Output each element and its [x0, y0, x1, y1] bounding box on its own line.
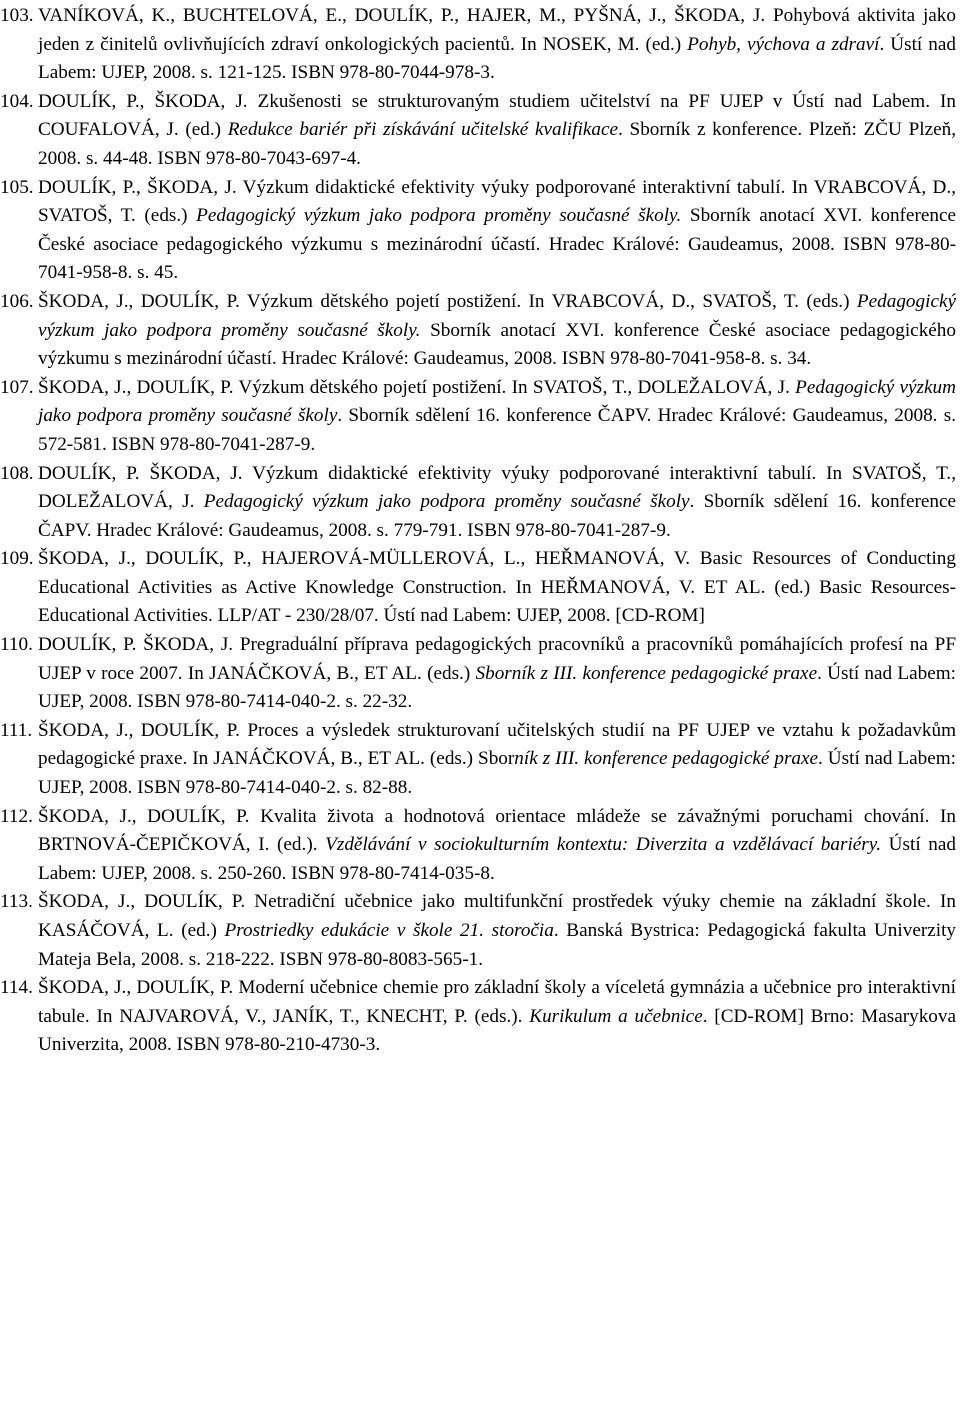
reference-text	[38, 91, 956, 169]
reference-title-italic: Pedagogický výzkum jako podpora proměny současné školy	[203, 491, 690, 513]
reference-text	[38, 891, 956, 969]
reference-text	[38, 291, 956, 369]
reference-text-segment: ŠKODA, J., DOULÍK, P. Proces a výsledek strukturovaní učitelských studií na PF UJEP ve vztahu k požadavkům pedagogické praxe. In JANÁČKOVÁ, B., ET AL. (eds.) Sbor	[38, 719, 956, 770]
reference-text	[38, 977, 956, 1055]
reference-text-segment: . [CD-ROM] Brno: Masarykova Univerzita, 2008. ISBN 978-80-210-4730-3.	[38, 1005, 956, 1056]
reference-text	[38, 806, 956, 884]
reference-number: 110.	[0, 634, 33, 656]
reference-item	[0, 717, 956, 803]
reference-text-segment: DOULÍK, P. ŠKODA, J. Výzkum didaktické efektivity výuky podporované interaktivní tabulí. In SVATOŠ, T., DOLEŽALOVÁ, J.	[38, 462, 956, 513]
reference-text-segment: VANÍKOVÁ, K., BUCHTELOVÁ, E., DOULÍK, P., HAJER, M., PYŠNÁ, J., ŠKODA, J. Pohybová aktivita jako jeden z činitelů ovlivňujících zdraví onkologických pacientů. In NOSEK, M. (ed.)	[38, 5, 956, 55]
reference-number: 114.	[0, 977, 33, 999]
reference-text-segment: DOULÍK, P., ŠKODA, J. Zkušenosti se strukturovaným studiem učitelství na PF UJEP v Ústí nad Labem. In COUFALOVÁ, J. (ed.)	[38, 90, 956, 141]
reference-title-italic: ník z III. konference pedagogické praxe	[514, 748, 819, 770]
reference-text	[38, 377, 956, 455]
reference-text-segment: ŠKODA, J., DOULÍK, P. Výzkum dětského pojetí postižení. In SVATOŠ, T., DOLEŽALOVÁ, J.	[38, 376, 796, 398]
reference-number: 107.	[0, 376, 34, 398]
reference-title-italic: Vzdělávání v sociokulturním kontextu: Diverzita a vzdělávací bariéry.	[325, 834, 882, 856]
reference-text-segment: . Banská Bystrica: Pedagogická fakulta Univerzity Mateja Bela, 2008. s. 218-222. ISBN 978-80-8083-565-1.	[38, 920, 956, 970]
reference-text-segment: DOULÍK, P., ŠKODA, J. Výzkum didaktické efektivity výuky podporované interaktivní tabulí. In VRABCOVÁ, D., SVATOŠ, T. (eds.)	[38, 176, 956, 227]
reference-text-segment: ŠKODA, J., DOULÍK, P. Moderní učebnice chemie pro základní školy a víceletá gymnázia a učebnice pro interaktivní tabule. In NAJVAROVÁ, V., JANÍK, T., KNECHT, P. (eds.).	[38, 977, 956, 1027]
reference-item	[0, 460, 956, 546]
reference-text	[38, 720, 956, 798]
reference-title-italic: Pedagogický výzkum jako podpora proměny současné školy.	[196, 205, 682, 227]
reference-number: 104.	[0, 90, 34, 112]
reference-text-segment: ŠKODA, J., DOULÍK, P., HAJEROVÁ-MÜLLEROVÁ, L., HEŘMANOVÁ, V. Basic Resources of Conducting Educational Activities as Active Knowledge Construction. In HEŘMANOVÁ, V. ET AL. (ed.) Basic Resources-Educational Activities. LLP/AT - 230/28/07. Ústí nad Labem: UJEP, 2008. [CD-ROM]	[38, 548, 956, 627]
reference-text	[38, 177, 956, 284]
reference-text-segment: . Ústí nad Labem: UJEP, 2008. ISBN 978-80-7414-040-2. s. 22-32.	[38, 662, 957, 713]
reference-number: 103.	[0, 5, 34, 26]
reference-text-segment: Sborník anotací XVI. konference České asociace pedagogického výzkumu s mezinárodní účastí. Hradec Králové: Gaudeamus, 2008. ISBN 978-80-7041-958-8. s. 45.	[38, 205, 956, 284]
reference-item	[0, 974, 956, 1060]
reference-item	[0, 2, 956, 88]
reference-text	[38, 463, 956, 541]
reference-text-segment: . Sborník z konference. Plzeň: ZČU Plzeň, 2008. s. 44-48. ISBN 978-80-7043-697-4.	[38, 119, 956, 169]
reference-text-segment: . Sborník sdělení 16. konference ČAPV. Hradec Králové: Gaudeamus, 2008. s. 572-581. ISBN 978-80-7041-287-9.	[38, 405, 956, 455]
reference-item	[0, 374, 956, 460]
reference-number: 109.	[0, 548, 34, 570]
reference-item	[0, 545, 956, 631]
reference-title-italic: Prostriedky edukácie v škole 21. storočia	[224, 920, 554, 941]
reference-text	[38, 5, 956, 83]
reference-text	[38, 634, 956, 712]
reference-title-italic: Kurikulum a učebnice	[529, 1005, 703, 1027]
reference-text-segment: . Sborník sdělení 16. konference ČAPV. Hradec Králové: Gaudeamus, 2008. s. 779-791. ISBN 978-80-7041-287-9.	[38, 491, 956, 541]
reference-text-segment: ŠKODA, J., DOULÍK, P. Netradiční učebnice jako multifunkční prostředek výuky chemie na základní škole. In KASÁČOVÁ, L. (ed.)	[38, 891, 956, 941]
reference-item	[0, 88, 956, 174]
reference-item	[0, 803, 956, 889]
reference-title-italic: Sborník z III. konference pedagogické praxe	[475, 662, 818, 684]
reference-text-segment: . Ústí nad Labem: UJEP, 2008. ISBN 978-80-7414-040-2. s. 82-88.	[38, 748, 957, 799]
reference-text-segment: . Ústí nad Labem: UJEP, 2008. s. 121-125. ISBN 978-80-7044-978-3.	[38, 33, 956, 84]
reference-item	[0, 288, 956, 374]
reference-title-italic: Pohyb, výchova a zdraví	[687, 33, 880, 55]
reference-item	[0, 888, 956, 974]
reference-number: 106.	[0, 290, 34, 312]
reference-item	[0, 631, 956, 717]
reference-text-segment: ŠKODA, J., DOULÍK, P. Kvalita života a hodnotová orientace mládeže se závažnými poruchami chování. In BRTNOVÁ-ČEPIČKOVÁ, I. (ed.).	[38, 805, 956, 856]
reference-list	[0, 2, 956, 1060]
reference-item	[0, 174, 956, 288]
reference-title-italic: Pedagogický výzkum jako podpora proměny současné školy.	[38, 290, 956, 341]
reference-text-segment: ŠKODA, J., DOULÍK, P. Výzkum dětského pojetí postižení. In VRABCOVÁ, D., SVATOŠ, T. (eds.)	[38, 290, 857, 312]
reference-text-segment: DOULÍK, P. ŠKODA, J. Pregraduální příprava pedagogických pracovníků a pracovníků pomáhajících profesí na PF UJEP v roce 2007. In JANÁČKOVÁ, B., ET AL. (eds.)	[38, 634, 956, 684]
reference-text-segment: Ústí nad Labem: UJEP, 2008. s. 250-260. ISBN 978-80-7414-035-8.	[38, 834, 956, 884]
reference-text-segment: Sborník anotací XVI. konference České asociace pedagogického výzkumu s mezinárodní účastí. Hradec Králové: Gaudeamus, 2008. ISBN 978-80-7041-958-8. s. 34.	[38, 319, 956, 370]
reference-number: 112.	[0, 805, 33, 827]
reference-text	[38, 548, 956, 626]
reference-number: 113.	[0, 891, 33, 913]
reference-title-italic: Pedagogický výzkum jako podpora proměny současné školy	[38, 376, 956, 427]
reference-number: 111.	[0, 719, 33, 741]
reference-number: 105.	[0, 176, 34, 198]
reference-title-italic: Redukce bariér při získávání učitelské kvalifikace	[227, 119, 619, 141]
reference-number: 108.	[0, 462, 34, 484]
